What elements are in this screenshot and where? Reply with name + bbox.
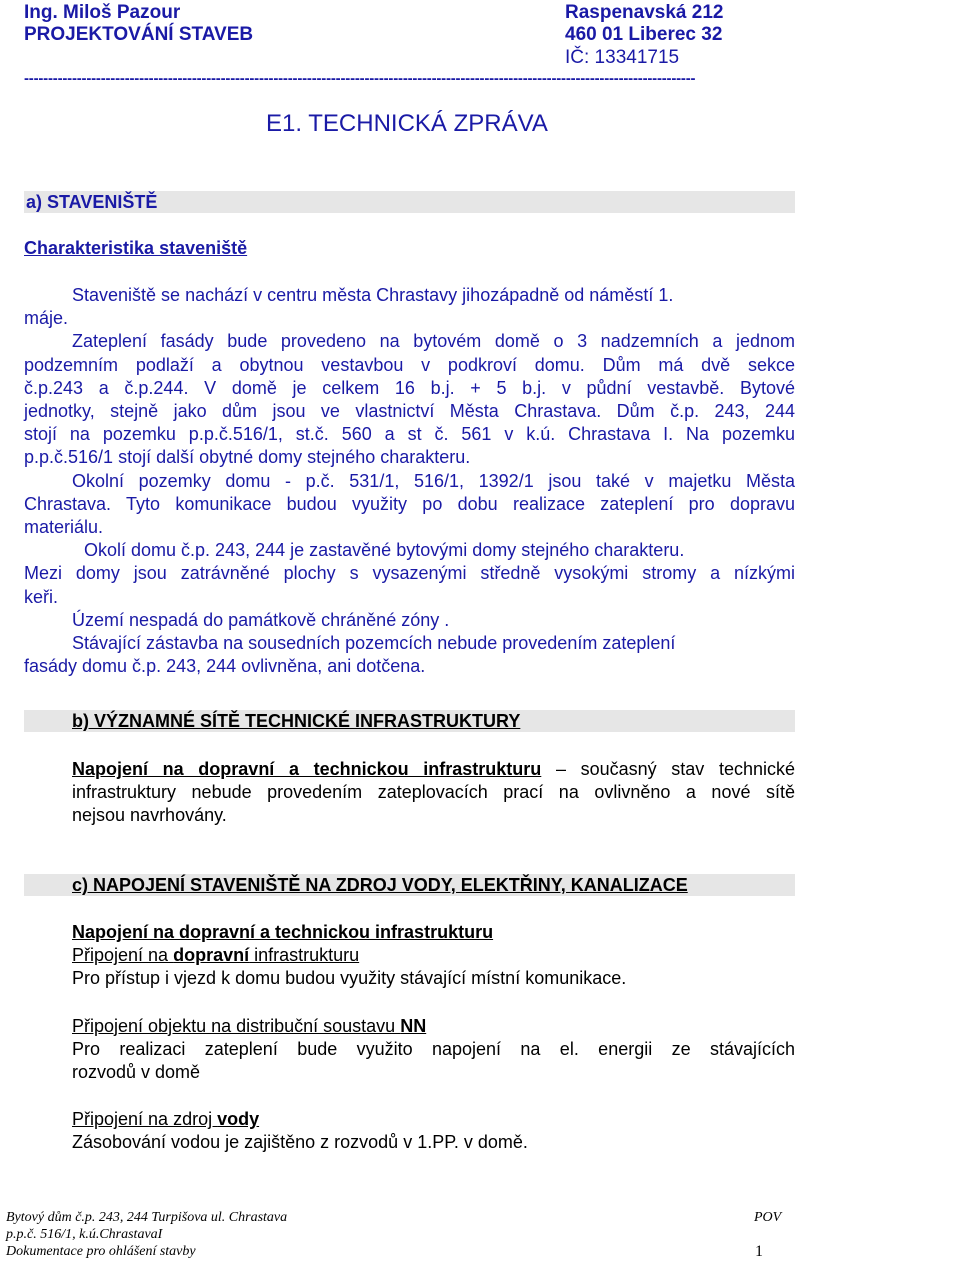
- footer-line-2: p.p.č. 516/1, k.ú.ChrastavaI: [6, 1227, 163, 1242]
- text-line: Staveniště se nachází v centru města Chrastavy jihozápadně od náměstí 1.: [72, 285, 674, 305]
- text-line: Mezi domy jsou zatrávněné plochy s vysazenými středně vysokými stromy a nízkými: [24, 563, 795, 584]
- footer-tag: POV: [754, 1210, 782, 1225]
- text-line: p.p.č.516/1 stojí další obytné domy stejného charakteru.: [24, 447, 471, 468]
- document-title: E1. TECHNICKÁ ZPRÁVA: [266, 110, 548, 137]
- section-c-body: [72, 921, 795, 1155]
- address-city: 460 01 Liberec 32: [565, 24, 723, 45]
- section-b-lead-rest: – současný stav technické: [541, 759, 795, 779]
- header-separator: --------------------------------------------------------------------------------------------------------------------------------------------: [24, 70, 696, 87]
- water-text: Zásobování vodou je zajištěno z rozvodů v 1.PP. v domě.: [72, 1132, 528, 1153]
- text-line: Zateplení fasády bude provedeno na bytovém domě o 3 nadzemních a jednom: [72, 331, 795, 352]
- section-b-lead: Napojení na dopravní a technickou infrastrukturu: [72, 759, 542, 779]
- text-line: materiálu.: [24, 517, 104, 538]
- section-c-subheading: Napojení na dopravní a technickou infrastrukturu: [72, 922, 494, 942]
- text-line: Okolní pozemky domu - p.č. 531/1, 516/1, 1392/1 jsou také v majetku Města: [72, 470, 795, 491]
- section-a-heading: a) STAVENIŠTĚ: [26, 192, 158, 212]
- section-c-heading: c) NAPOJENÍ STAVENIŠTĚ NA ZDROJ VODY, ELEKTŘINY, KANALIZACE: [72, 875, 688, 895]
- section-a-subheading: Charakteristika staveniště: [24, 238, 248, 258]
- company-subtitle: PROJEKTOVÁNÍ STAVEB: [24, 24, 254, 45]
- company-id: IČ: 13341715: [565, 47, 680, 68]
- text-line: keři.: [24, 586, 59, 607]
- section-a-body: [24, 284, 795, 678]
- company-name: Ing. Miloš Pazour: [24, 2, 181, 23]
- section-b-band: [24, 710, 795, 732]
- text-line: č.p.243 a č.p.244. V domě je celkem 16 b.j. + 5 b.j. v půdní vestavbě. Bytové: [24, 377, 795, 398]
- section-b-heading: b) VÝZNAMNÉ SÍTĚ TECHNICKÉ INFRASTRUKTURY: [72, 711, 521, 731]
- footer-line-1: Bytový dům č.p. 243, 244 Turpišova ul. Chrastava: [6, 1210, 288, 1225]
- page-number: 1: [755, 1243, 763, 1260]
- section-c-band: [24, 874, 795, 896]
- power-text-2: rozvodů v domě: [72, 1062, 201, 1083]
- power-label: Připojení objektu na distribuční soustavu NN: [72, 1015, 427, 1036]
- text-line: infrastruktury nebude provedením zateplovacích prací na ovlivněno a nové sítě: [72, 782, 795, 803]
- footer-line-3: Dokumentace pro ohlášení stavby: [6, 1244, 196, 1259]
- text-line: Okolí domu č.p. 243, 244 je zastavěné bytovými domy stejného charakteru.: [84, 540, 685, 561]
- text-line: Chrastava. Tyto komunikace budou využity po dobu realizace zateplení pro dopravu: [24, 493, 795, 514]
- text-line: Území nespadá do památkově chráněné zóny .: [72, 609, 450, 630]
- text-line: máje.: [24, 308, 69, 329]
- text-line: fasády domu č.p. 243, 244 ovlivněna, ani dotčena.: [24, 656, 426, 677]
- address-street: Raspenavská 212: [565, 2, 724, 23]
- text-line: Stávající zástavba na sousedních pozemcích nebude provedením zateplení: [72, 633, 676, 654]
- power-text: Pro realizaci zateplení bude využito napojení na el. energii ze stávajících: [72, 1038, 795, 1059]
- text-line: jednotky, stejně jako dům jsou ve vlastnictví Města Chrastava. Dům č.p. 243, 244: [24, 401, 795, 422]
- text-line: stojí na pozemku p.p.č.516/1, st.č. 560 a st č. 561 v k.ú. Chrastava I. Na pozemku: [24, 424, 795, 445]
- section-a-band: [24, 191, 795, 213]
- text-line: nejsou navrhovány.: [72, 805, 227, 826]
- section-b-body: [72, 758, 795, 828]
- water-label: Připojení na zdroj vody: [72, 1109, 260, 1130]
- transport-text: Pro přístup i vjezd k domu budou využity stávající místní komunikace.: [72, 968, 627, 989]
- transport-label: Připojení na dopravní infrastrukturu: [72, 945, 360, 966]
- text-line: podzemním podlaží a obytnou vestavbou v podkroví domu. Dům má dvě sekce: [24, 354, 795, 375]
